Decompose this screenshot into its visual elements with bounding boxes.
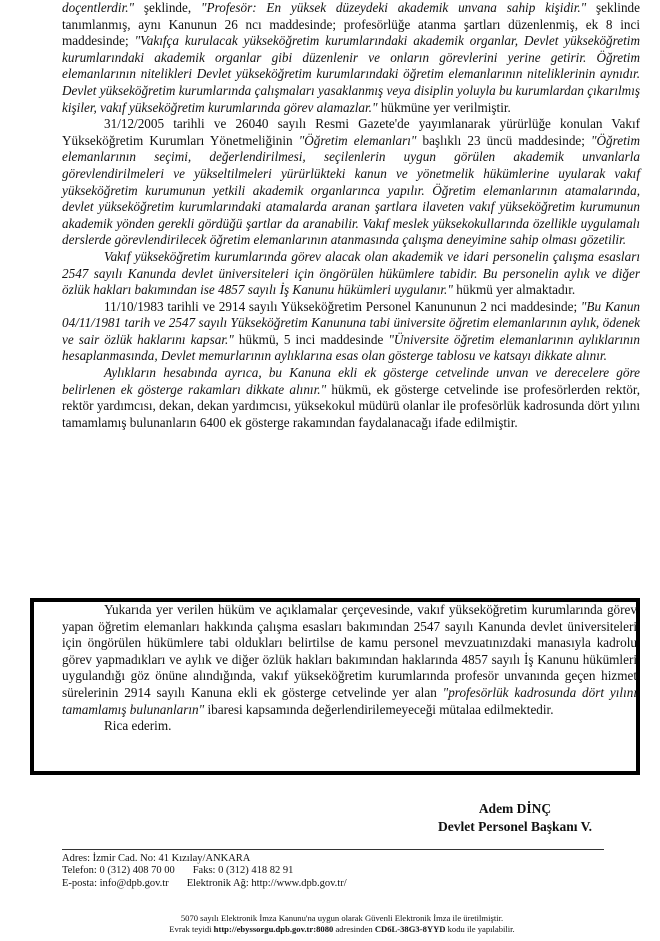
body-text: hükmü, ek gösterge cetvelinde ise profesörlerden rektör, rektör yardımcısı, dekan, dekan yardımcısı, yüksekokul müdürü olanlar ile profesörlük kadrosunda dört yılını tamamlamış bulunanların 6400 ek gösterge rakamından faydalanacağı ifade edilmiştir.	[62, 381, 641, 430]
quoted-text: Aylıkların hesabında ayrıca, bu Kanuna ekli ek gösterge cetvelinde unvan ve derecelere göre belirlenen ek gösterge rakamları dikkate alınır."	[62, 365, 640, 397]
body-paragraph	[62, 116, 640, 249]
footer-address: Adres: İzmir Cad. No: 41 Kızılay/ANKARA	[62, 853, 251, 864]
body-text: 11/10/1983 tarihli ve 2914 sayılı Yükseköğretim Personel Kanununun 2 nci maddesinde;	[104, 298, 581, 314]
boxed-paragraph	[62, 718, 637, 735]
signatory-title: Devlet Personel Başkanı V.	[437, 819, 592, 834]
footer-email[interactable]: E-posta: info@dpb.gov.tr	[62, 877, 169, 889]
verify-suffix: kodu ile yapılabilir.	[445, 924, 515, 934]
body-paragraph	[62, 299, 640, 365]
body-text: hükmü yer almaktadır.	[452, 282, 576, 298]
footer-divider	[62, 849, 604, 850]
body-paragraph	[62, 249, 640, 299]
verify-url-link[interactable]: http://ebyssorgu.dpb.gov.tr:8080	[213, 924, 334, 934]
body-paragraph	[62, 0, 640, 116]
footer-website[interactable]: Elektronik Ağ: http://www.dpb.gov.tr/	[186, 877, 347, 889]
body-text: 31/12/2005 tarihli ve 26040 sayılı Resmi Gazete'de yayımlanarak yürürlüğe konulan Vakıf Yükseköğretim Kurumları Yönetmeliğinin	[62, 116, 640, 148]
quoted-text: "Profesör: En yüksek düzeydeki akademik unvana sahip kişidir."	[201, 0, 587, 15]
quoted-text: doçentlerdir."	[62, 0, 135, 15]
verification-line	[62, 924, 622, 935]
footer-fax: Faks: 0 (312) 418 82 91	[192, 865, 294, 877]
footer-contact	[62, 853, 622, 890]
verify-prefix: Evrak teyidi	[169, 924, 214, 934]
document-body	[62, 0, 640, 431]
body-paragraph	[62, 365, 640, 431]
boxed-conclusion	[62, 602, 637, 735]
quoted-text: "Üniversite öğretim elemanlarının aylıklarının hesaplanmasında, Devlet memurlarının aylıklarına esas olan gösterge tablosu ve katsayı dikkate alınır.	[62, 331, 641, 364]
esign-statement: 5070 sayılı Elektronik İmza Kanunu'na uygun olarak Güvenli Elektronik İmza ile üretilmiştir.	[180, 913, 504, 923]
verify-mid: adresinden	[333, 924, 375, 934]
body-text: Rica ederim.	[104, 718, 172, 734]
quoted-text: Vakıf yükseköğretim kurumlarında görev alacak olan akademik ve idari personelin çalışma esasları 2547 sayılı Kanunda devlet üniversiteleri için öngörülen hükümlere tabidir. Bu personelin aylık ve diğer özlük hakları bakımından ise 4857 sayılı İş Kanunu hükümleri uygulanır."	[62, 248, 640, 298]
quoted-text: "Öğretim elemanlarının seçimi, değerlendirilmesi, seçilenlerin uygun görülen akademik unvanlarla görevlendirilmeleri ve yükseltilmeleri yürürlükteki kanun ve yönetmelik hükümlerine uyularak vakıf yükseköğretim kurumunun yetkili akademik organlarınca yapılır. Öğretim elemanlarının atamalarında, devlet yükseköğretim kurumlarındaki atamalarda aranan şartlara ilaveten vakıf yükseköğretim kurumunun akademik yönden gerekli gördüğü şartlar da aranabilir. Vakıf meslek yüksekokullarında özellikle uygulamalı derslerde görevlendirilecek öğretim elemanlarının atanmasında çalışma deneyimine sahip olması gözetilir.	[62, 132, 640, 248]
body-text: başlıklı 23 üncü maddesinde;	[416, 132, 591, 148]
quoted-text: "Vakıfça kurulacak yükseköğretim kurumlarındaki akademik organlar, Devlet yükseköğretim kurumlarındaki akademik organlar gibi düzenlenir ve onların görevlerini yerine getirir. Öğretim elemanlarının nitelikleri Devlet yükseköğretim kurumlarındaki öğretim elemanlarının niteliklerinin aynıdır. Devlet yükseköğretim kurumlarında çalışmaları yasaklanmış veya disiplin yoluyla bu kurumlardan çıkarılmış kişiler, vakıf yükseköğretim kurumlarında görev alamazlar."	[62, 33, 640, 115]
quoted-text: "Bu Kanun 04/11/1981 tarih ve 2547 sayılı Yükseköğretim Kanununa tabi üniversite öğretim elemanlarının aylık, ödenek ve sair özlük haklarını kapsar."	[62, 298, 641, 347]
signatory-name: Adem DİNÇ	[478, 801, 552, 816]
footer-phone: Telefon: 0 (312) 408 70 00	[62, 865, 175, 877]
footer-esign-note	[62, 913, 622, 935]
quoted-text: "Öğretim elemanları"	[298, 132, 417, 148]
boxed-paragraph	[62, 602, 637, 718]
body-text: şeklinde,	[134, 0, 201, 15]
body-text: hükmü, 5 inci maddesinde	[233, 331, 389, 347]
signature-block	[400, 800, 630, 836]
body-text: hükmüne yer verilmiştir.	[377, 99, 511, 115]
body-text: Yukarıda yer verilen hüküm ve açıklamalar çerçevesinde, vakıf yükseköğretim kurumlarında görev yapan öğretim elemanları hakkında çalışma esasları bakımından 2547 sayılı Kanunda devlet üniversiteleri için öngörülen hükümlere tabi oldukları belirtilse de kamu personel mevzuatınızdaki manasıyla kadrolu görev yapmadıkları ve aylık ve diğer özlük hakları bakımından haklarında 4857 sayılı İş Kanunu hükümleri uygulandığı göz önüne alındığında, vakıf yükseköğretim kurumlarında profesör unvanında geçen hizmet sürelerinin 2914 sayılı Kanuna ekli ek gösterge cetvelinde yer alan	[62, 602, 637, 700]
body-text: ibaresi kapsamında değerlendirilemeyeceği mütalaa edilmektedir.	[204, 701, 554, 717]
quoted-text: "profesörlük kadrosunda dört yılını tamamlamış bulunanların"	[62, 684, 637, 717]
verify-code: CD6L-38G3-8YYD	[374, 924, 446, 934]
body-text: şeklinde tanımlanmış, aynı Kanunun 26 ncı maddesinde; profesörlüğe atanma şartları düzenlenmiş, ek 8 inci maddesinde;	[62, 0, 640, 49]
